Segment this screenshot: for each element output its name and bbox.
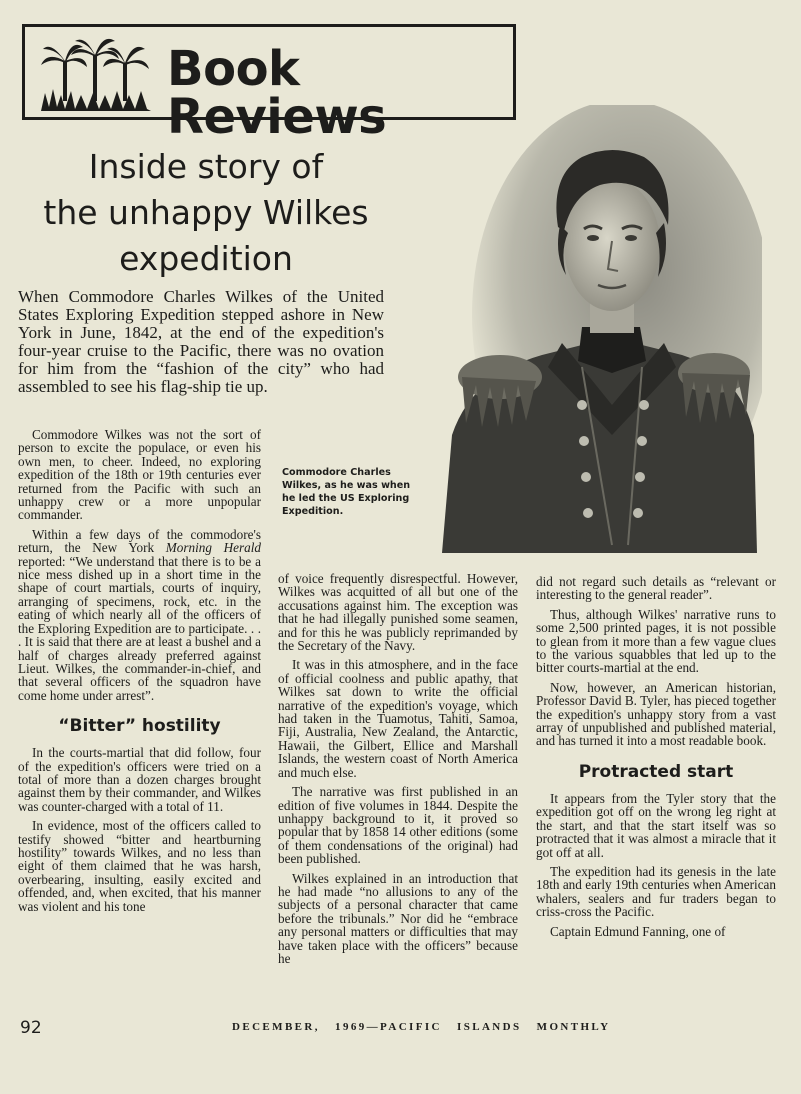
page-number: 92 — [20, 1018, 42, 1038]
body-paragraph: did not regard such details as “relevant or interesting to the general reader”. — [536, 574, 776, 603]
body-paragraph: The expedition had its genesis in the late 18th and early 19th centuries when American whalers, sealers and fur traders began to criss-cross the Pacific. — [536, 863, 776, 920]
body-paragraph: Captain Edmund Fanning, one of — [550, 923, 726, 939]
body-paragraph: Commodore Wilkes was not the sort of person to excite the populace, or even his own men, to cheer. Indeed, no exploring expedition of the 18th or 19th centuries ever returned from the Pacific with such an unhappy crew or a more unpopular commander. — [18, 427, 261, 523]
headline-line: expedition — [119, 239, 293, 278]
article-headline — [26, 144, 386, 282]
body-paragraph: Wilkes explained in an introduction that he had made “no allusions to any of the subjects of a personal character that came before the tribunals.” Nor did he “embrace any personal matters or difficulties that may have taken place with the officers” because he — [278, 870, 518, 966]
body-paragraph: In evidence, most of the officers called to testify showed “bitter and heartburning hostility” towards Wilkes, and no less than eight of them claimed that he was harsh, overbearing, insulting, easily excited and offended, and, when excited, that his manner was violent and his tone — [18, 818, 261, 914]
text-column-1 — [18, 428, 261, 919]
publication-footer: DECEMBER, 1969—PACIFIC ISLANDS MONTHLY — [232, 1021, 611, 1033]
portrait-caption: Commodore Charles Wilkes, as he was when he led the US Exploring Expedition. — [282, 467, 411, 517]
body-paragraph: of voice frequently disrespectful. However, Wilkes was acquitted of all but one of the accusations against him. The exception was that he had illegally punished some seamen, and for this he was publicly reprimanded by the Secretary of the Navy. — [278, 571, 518, 654]
body-paragraph: In the courts-martial that did follow, four of the expedition's officers were tried on a total of more than a dozen charges brought against them by their commander, and Wilkes was counter-charged with a total of 11. — [18, 745, 261, 814]
body-paragraph: Now, however, an American historian, Professor David B. Tyler, has pieced together the expedition's unhappy story from a vast array of unpublished and published material, and has turned it into a most readable book. — [536, 679, 776, 749]
subheading: Protracted start — [578, 761, 734, 782]
body-text: Within a few days of the commodore's return, the New York — [18, 526, 261, 556]
palm-trees-icon — [41, 35, 151, 111]
section-title: Book Reviews — [167, 41, 387, 145]
body-paragraph: Thus, although Wilkes' narrative runs to some 2,500 printed pages, it is not possible to glean from it more than a few vague clues to the various squabbles that led up to the bitter courts-martial at the end. — [536, 606, 776, 676]
portrait-image — [432, 105, 762, 553]
body-paragraph: It appears from the Tyler story that the expedition got off on the wrong leg right at the start, and that the start itself was so protracted that it was almost a miracle that it got off at all. — [536, 790, 776, 860]
text-column-3 — [536, 575, 776, 944]
headline-line: the unhappy Wilkes — [43, 193, 369, 232]
lead-paragraph: When Commodore Charles Wilkes of the United States Exploring Expedition stepped ashore in New York in June, 1842, at the end of the expedition's four-year cruise to the Pacific, there was no ovation for him from the “fashion of the city” who had assembled to see his flag-ship tie up. — [18, 287, 384, 396]
subheading: “Bitter” hostility — [58, 716, 221, 737]
body-text: reported: “We understand that there is to be a nice mess dished up in a short time in the shape of court martials, courts of inquiry, arranging of specimens, rock, etc. in the eating of which nearly all of the officers of the Exploring Expedition are to participate. . . . It is said that there are at least a bushel and a half of charges already preferred against Lieut. Wilkes, the commander-in-chief, and that several officers of the squadron have come home under arrest”. — [18, 553, 261, 703]
newspaper-title: Morning Herald — [165, 540, 261, 556]
body-paragraph: It was in this atmosphere, and in the face of official coolness and public apathy, that Wilkes sat down to write the official narrative of the expedition's voyage, which had taken in the Tuamotus, Tahiti, Samoa, Fiji, Australia, New Zealand, the Antarctic, Hawaii, the Gilbert, Ellice and Marshall Islands, the western coast of North America and much else. — [278, 657, 518, 780]
body-paragraph — [18, 528, 261, 702]
text-column-2 — [278, 572, 518, 971]
headline-line: Inside story of — [88, 147, 324, 186]
body-paragraph: The narrative was first published in an edition of five volumes in 1844. Despite the unhappy background to it, it proved so popular that by 1858 14 other editions (some of them condensations of the original) had been published. — [278, 784, 518, 867]
